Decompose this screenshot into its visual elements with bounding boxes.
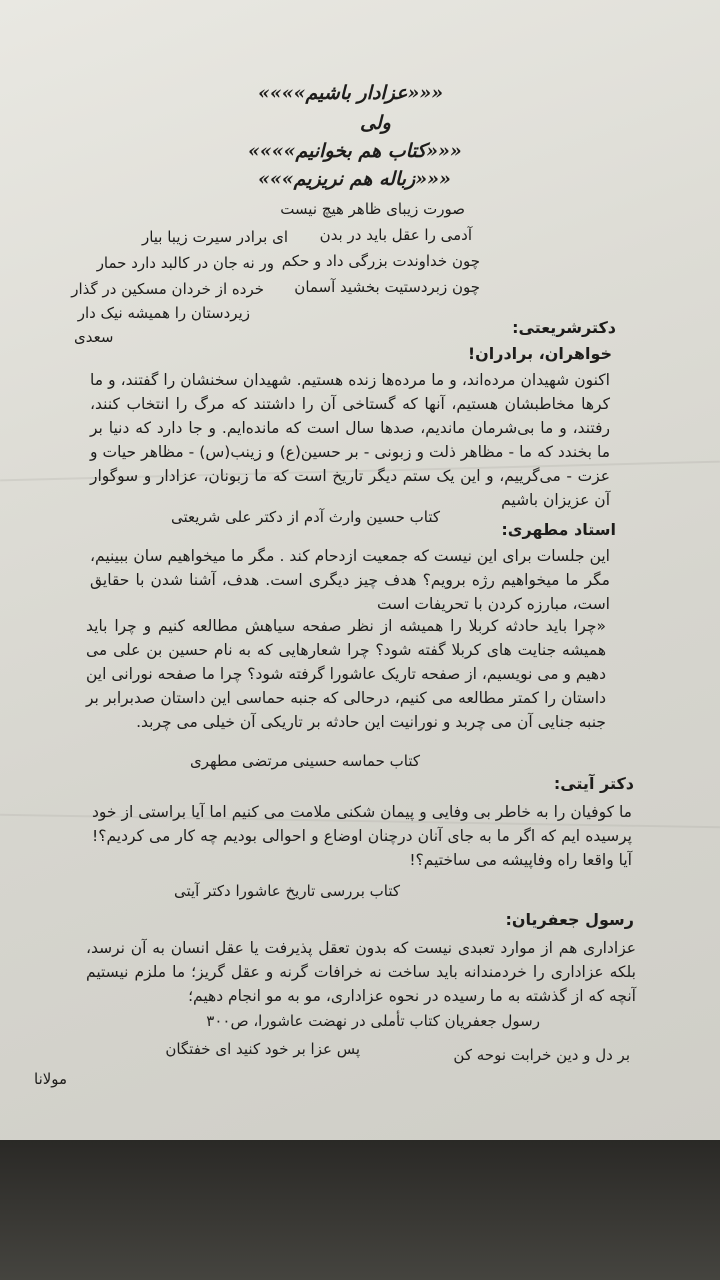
poem-left-line: زیردستان را همیشه نیک دار (77, 304, 250, 322)
poem-right-line: صورت زیبای ظاهر هیچ نیست (280, 200, 465, 218)
poem-right-line: چون زبردستیت بخشید آسمان (294, 278, 480, 296)
poet-name-saadi: سعدی (74, 328, 114, 346)
quote-motahari-1: این جلسات برای این نیست که جمعیت ازدحام کند . مگر ما میخواهیم سان ببینیم، مگر ما میخواهیم رژه برویم؟ هدف چیز دیگری است. هدف، آشنا شدن با حقایق است، مبارزه کردن با تحریفات است (90, 547, 610, 613)
title-line-3: «««کتاب هم بخوانیم»»»» (248, 140, 462, 162)
closing-poem-right: بر دل و دین خرابت نوحه کن (453, 1046, 630, 1064)
poet-name-molana: مولانا (34, 1070, 68, 1088)
poem-right-line: چون خداوندت بزرگی داد و حکم (281, 252, 480, 270)
poem-left-line: ای برادر سیرت زیبا بیار (141, 228, 288, 246)
greeting: خواهران، برادران! (467, 344, 612, 363)
source-motahari: کتاب حماسه حسینی مرتضی مطهری (189, 752, 420, 770)
quote-motahari-2: «چرا باید حادثه کربلا را همیشه از نظر صفحه سیاهش مطالعه کنیم و چرا باید همیشه جنایت های کربلا گفته شود؟ چرا شعارهایی که به نام حسین بن علی می دهیم و می نویسیم، از صفحه تاریک عاشورا گرفته شود؟ چرا ما صفحه نورانی این داستان را کمتر مطالعه می کنیم، درحالی که جنبه حماسی این داستان صدبرابر بر جنبه جنایی آن می چربد و نورانیت این حادثه بر تاریکی آن خیلی می چربد. (86, 617, 606, 731)
quote-jafarian: عزاداری هم از موارد تعبدی نیست که بدون تعقل پذیرفت یا عقل انسان به آن نرسد، بلکه عزاداری را خردمندانه باید ساخت نه خرافات گرنه و عقل گریز؛ ما ملزم نیستیم آنچه که از گذشته به ما رسیده در نحوه عزاداری، مو به مو انجام دهیم؛ (86, 939, 636, 1005)
closing-poem-left: پس عزا بر خود کنید ای خفتگان (165, 1040, 360, 1058)
source-shariati: کتاب حسین وارث آدم از دکتر علی شریعتی (171, 508, 440, 526)
title-line-2: ولی (360, 112, 391, 134)
source-jafarian: رسول جعفریان کتاب تأملی در نهضت عاشورا، ص۳۰۰ (206, 1012, 540, 1030)
title-line-4: «««زباله هم نریزیم»»» (258, 168, 451, 190)
quote-shariati: اکنون شهیدان مرده‌اند، و ما مرده‌ها زنده هستیم. شهیدان سخنشان را گفتند، و ما کرها مخاطبشان هستیم، آنها که گستاخی آن را داشتند که مرگ را انتخاب کنند، رفتند، و ما بی‌شرمان ماندیم، صدها سال است که مانده‌ایم. و جا دارد که دنیا بر ما بخندد که ما - مظاهر ذلت و زبونی - بر حسین(ع) و زینب(س) - مظاهر حیات و عزت - می‌گرییم، و این یک ستم دیگر تاریخ است که ما زبونان، عزادار و سوگوار آن عزیزان باشیم (90, 371, 610, 509)
speaker-motahari: استاد مطهری: (501, 520, 616, 539)
source-ayati: کتاب بررسی تاریخ عاشورا دکتر آیتی (173, 882, 400, 900)
title-line-1: «««عزادار باشیم»»»» (258, 82, 444, 104)
poem-right-line: آدمی را عقل باید در بدن (319, 226, 472, 244)
speaker-jafarian: رسول جعفریان: (505, 910, 634, 929)
speaker-ayati: دکتر آیتی: (553, 774, 634, 793)
table-background (0, 1140, 720, 1280)
poem-left-line: ور نه جان در کالبد دارد حمار (96, 254, 274, 272)
speaker-shariati: دکترشریعتی: (512, 318, 616, 337)
poem-left-line: خرده از خردان مسکین در گذار (71, 280, 264, 298)
quote-ayati: ما کوفیان را به خاطر بی وفایی و پیمان شکنی ملامت می کنیم اما آیا براستی از خود پرسیده ایم که اگر ما به جای آنان درچنان اوضاع و احوالی بودیم چه کار می کردیم؟! آیا واقعا راه وفاپیشه می ساختیم؟! (92, 803, 632, 869)
